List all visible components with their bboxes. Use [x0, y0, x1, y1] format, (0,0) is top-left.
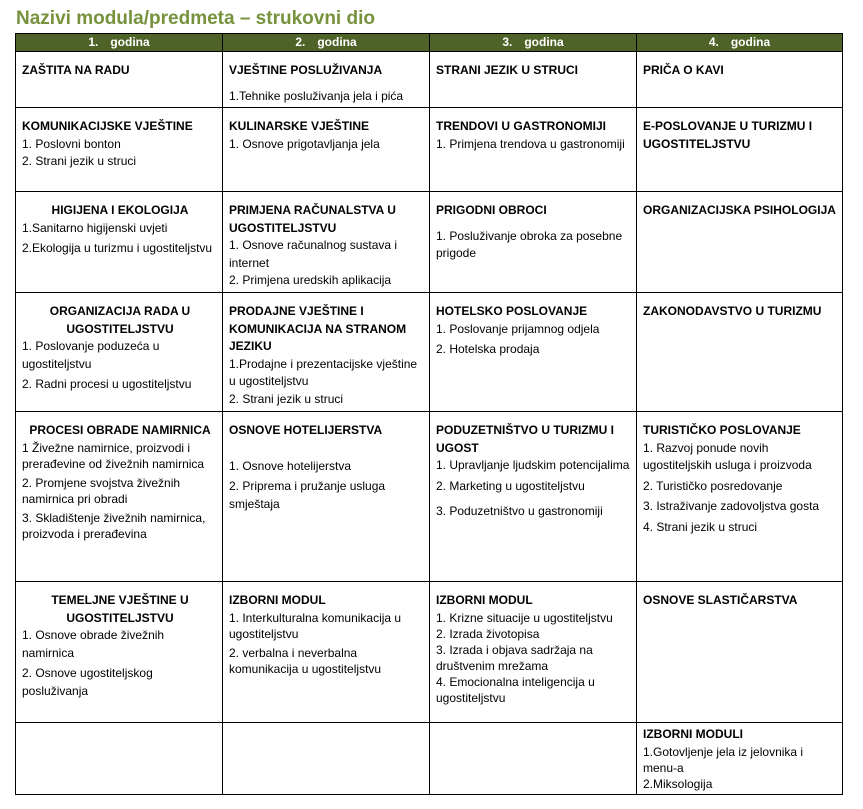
module-item: 1.Sanitarno higijenski uvjeti: [22, 220, 168, 235]
module-item: 1.Gotovljenje jela iz jelovnika i menu-a: [643, 744, 804, 775]
module-cell: [430, 582, 637, 723]
module-title: IZBORNI MODUL: [229, 593, 326, 607]
module-item: 1. Poslovanje poduzeća u ugostiteljstvu: [22, 339, 160, 371]
table-row: [16, 582, 843, 723]
module-cell: [637, 192, 843, 293]
module-item: 1.Prodajne i prezentacijske vještine u ugostiteljstvu: [229, 356, 418, 388]
module-item: 2. Strani jezik u struci: [229, 391, 344, 406]
table-row: [16, 52, 843, 108]
module-cell: [16, 192, 223, 293]
module-item: 3. Izrada i objava sadržaja na društvenim mrežama: [436, 642, 593, 673]
module-cell: [223, 293, 430, 412]
module-title: KOMUNIKACIJSKE VJEŠTINE: [22, 119, 193, 133]
module-item: 2. Primjena uredskih aplikacija: [229, 273, 392, 287]
module-item: 1 Živežne namirnice, proizvodi i prerađevine od živežnih namirnica: [22, 440, 205, 471]
module-item: 2. Promjene svojstva živežnih namirnica pri obradi: [22, 475, 181, 506]
module-cell: [223, 582, 430, 723]
module-title: OSNOVE HOTELIJERSTVA: [229, 423, 383, 437]
module-title: HOTELSKO POSLOVANJE: [436, 304, 588, 318]
module-title: TURISTIČKO POSLOVANJE: [643, 423, 801, 437]
module-title: IZBORNI MODUL: [436, 593, 533, 607]
header-year-3: 3. godina: [430, 34, 637, 52]
module-title: KULINARSKE VJEŠTINE: [229, 119, 370, 133]
module-title: PRIČA O KAVI: [643, 63, 724, 77]
module-title: PRIMJENA RAČUNALSTVA U UGOSTITELJSTVU: [229, 203, 396, 235]
module-title: E-POSLOVANJE U TURIZMU I UGOSTITELJSTVU: [643, 119, 813, 151]
page-title: Nazivi modula/predmeta – strukovni dio: [16, 8, 375, 29]
module-item: 3. Skladištenje živežnih namirnica, proizvoda i prerađevina: [22, 510, 206, 541]
module-cell: [430, 108, 637, 192]
module-cell: [637, 582, 843, 723]
module-cell: [430, 192, 637, 293]
module-title: PODUZETNIŠTVO U TURIZMU I UGOST: [436, 423, 614, 455]
module-title: ORGANIZACIJSKA PSIHOLOGIJA: [643, 203, 836, 217]
header-year-2: 2. godina: [223, 34, 430, 52]
module-item: 1. Upravljanje ljudskim potencijalima: [436, 458, 630, 472]
module-item: 2. Izrada životopisa: [436, 626, 540, 641]
module-item: 2. Turističko posredovanje: [643, 478, 783, 493]
module-title: PRIGODNI OBROCI: [436, 203, 547, 217]
module-cell: [223, 192, 430, 293]
module-item: 4. Emocionalna inteligencija u ugostiteljstvu: [436, 674, 595, 705]
module-cell: [637, 412, 843, 582]
module-item: 2. Marketing u ugostiteljstvu: [436, 478, 585, 493]
module-item: 1. Posluživanje obroka za posebne prigode: [436, 228, 623, 260]
table-row: [16, 192, 843, 293]
module-cell: [430, 52, 637, 108]
module-title: PROCESI OBRADE NAMIRNICA: [29, 423, 211, 437]
module-cell: [430, 723, 637, 795]
module-cell: [223, 412, 430, 582]
module-cell: [223, 52, 430, 108]
header-year-1: 1. godina: [16, 34, 223, 52]
module-cell: [16, 723, 223, 795]
module-item: 1. Osnove hotelijerstva: [229, 458, 352, 473]
module-item: 1. Osnove obrade živežnih namirnica: [22, 628, 165, 660]
module-title: TRENDOVI U GASTRONOMIJI: [436, 119, 607, 133]
module-item: 2. Hotelska prodaja: [436, 342, 540, 356]
module-item: 2.Ekologija u turizmu i ugostiteljstvu: [22, 241, 213, 255]
module-cell: [16, 108, 223, 192]
module-item: 1. Krizne situacije u ugostiteljstvu: [436, 610, 613, 625]
table-row: [16, 723, 843, 795]
module-cell: [430, 293, 637, 412]
module-item: 2. Osnove ugostiteljskog posluživanja: [22, 666, 153, 698]
module-item: 1. Primjena trendova u gastronomiji: [436, 136, 625, 151]
modules-table: [15, 33, 843, 795]
module-item: 1. Razvoj ponude novih ugostiteljskih usluga i proizvoda: [643, 440, 812, 472]
module-cell: [16, 52, 223, 108]
module-title: PRODAJNE VJEŠTINE I KOMUNIKACIJA NA STRANOM JEZIKU: [229, 304, 407, 353]
module-item: 1. Poslovni bonton: [22, 136, 121, 151]
module-title: ORGANIZACIJA RADA U UGOSTITELJSTVU: [49, 304, 191, 336]
module-title: HIGIJENA I EKOLOGIJA: [51, 203, 189, 217]
table-row: [16, 412, 843, 582]
module-item: 2. Radni procesi u ugostiteljstvu: [22, 377, 192, 391]
module-item: 3. Istraživanje zadovoljstva gosta: [643, 499, 820, 513]
module-item: 2. Strani jezik u struci: [22, 154, 137, 168]
module-item: 2. verbalna i neverbalna komunikacija u ugostiteljstvu: [229, 645, 382, 676]
module-cell: [637, 293, 843, 412]
module-title: STRANI JEZIK U STRUCI: [436, 63, 579, 77]
module-cell: [223, 108, 430, 192]
module-title: IZBORNI MODULI: [643, 727, 743, 741]
module-cell: [637, 723, 843, 795]
module-item: 1. Osnove računalnog sustava i internet: [229, 238, 398, 270]
module-item: 1.Tehnike posluživanja jela i pića: [229, 88, 404, 103]
table-row: [16, 108, 843, 192]
module-item: 2.Miksologija: [643, 776, 713, 791]
header-year-4: 4. godina: [637, 34, 843, 52]
module-title: TEMELJNE VJEŠTINE U UGOSTITELJSTVU: [51, 593, 189, 625]
module-cell: [637, 52, 843, 108]
module-item: 4. Strani jezik u struci: [643, 519, 758, 534]
module-item: 1. Osnove prigotavljanja jela: [229, 136, 380, 151]
table-row: [16, 293, 843, 412]
module-cell: [637, 108, 843, 192]
module-cell: [223, 723, 430, 795]
module-cell: [16, 582, 223, 723]
module-item: 1. Poslovanje prijamnog odjela: [436, 321, 600, 336]
module-item: 3. Poduzetništvo u gastronomiji: [436, 504, 603, 518]
module-item: 2. Priprema i pružanje usluga smještaja: [229, 479, 386, 511]
module-title: ZAŠTITA NA RADU: [22, 63, 130, 77]
module-item: 1. Interkulturalna komunikacija u ugostiteljstvu: [229, 610, 402, 641]
module-cell: [16, 293, 223, 412]
module-title: OSNOVE SLASTIČARSTVA: [643, 593, 798, 607]
module-cell: [430, 412, 637, 582]
header-row: [16, 34, 843, 52]
module-title: ZAKONODAVSTVO U TURIZMU: [643, 304, 822, 318]
module-title: VJEŠTINE POSLUŽIVANJA: [229, 63, 383, 77]
module-cell: [16, 412, 223, 582]
